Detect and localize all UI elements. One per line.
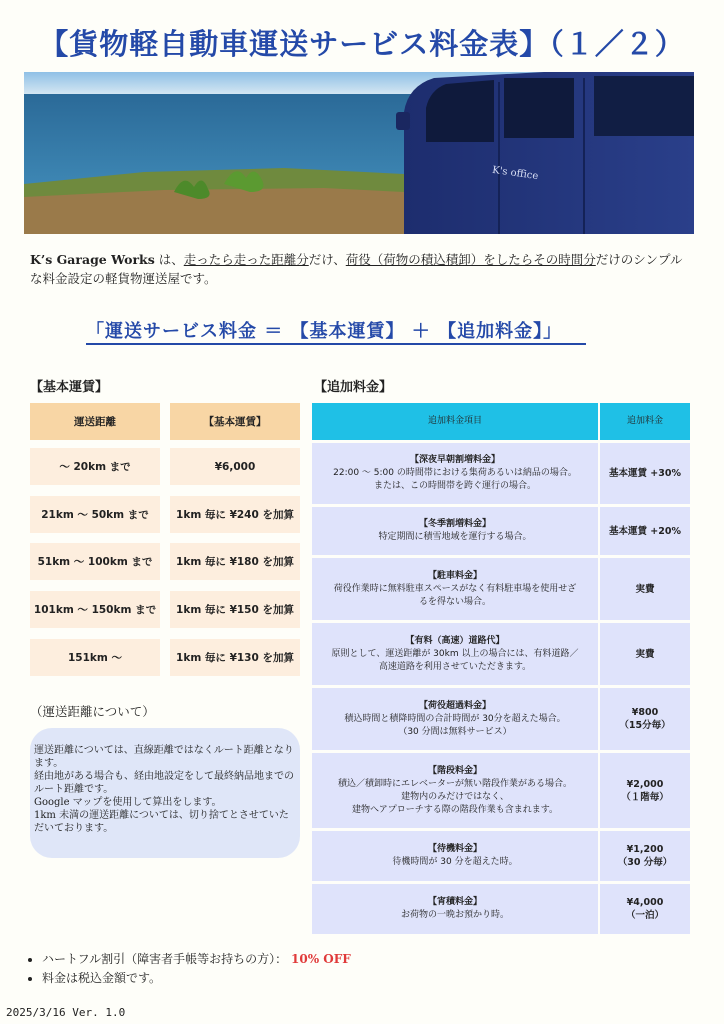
additional-item-desc: 荷役作業時に無料駐車スペースがなく有料駐車場を使用せざ るを得ない場合。 — [333, 583, 577, 607]
additional-fee-heading: 【追加料金】 — [314, 380, 393, 395]
distance-note-text: 運送距離については、直線距離ではなくルート距離となります。 経由地がある場合も、経由地設定をして最終納品地までのルート距離です。 Google マップを使用して算出をします。 1km 未満の運送距離については、切り捨てとさせていただいております。 — [34, 745, 294, 834]
van-mirror — [396, 112, 410, 130]
basic-fare-cell: 1km 毎に ¥240 を加算 — [170, 496, 300, 533]
additional-item-title: 【駐車料金】 — [427, 570, 482, 581]
hero-illustration — [24, 72, 694, 234]
basic-fare-heading: 【基本運賃】 — [30, 380, 109, 395]
additional-item-title: 【宵積料金】 — [427, 897, 482, 907]
additional-row — [312, 688, 690, 750]
intro-text — [30, 250, 694, 288]
page-title: 【貨物軽自動車運送サービス料金表】（１／２） — [39, 27, 685, 61]
additional-row — [312, 623, 690, 685]
additional-item-desc: 原則として、運送距離が 30km 以上の場合には、有料道路／ 高速道路を利用させていただきます。 — [331, 648, 579, 672]
additional-item-title: 【冬季割増料金】 — [418, 519, 491, 529]
footer-note-item — [42, 950, 542, 969]
additional-fee-unit: （30 分毎） — [617, 857, 673, 868]
additional-fee-value: ¥4,000 — [626, 897, 664, 908]
additional-row — [312, 507, 690, 555]
distance-note-box — [30, 728, 300, 858]
intro-part: だけ、 — [308, 252, 346, 267]
additional-fee-unit: （一泊） — [625, 910, 664, 921]
additional-item-desc: 積込時間と積降時間の合計時間が 30分を超えた場合。 （30 分間は無料サービス） — [344, 713, 566, 737]
additional-item-desc: 積込／積卸時にエレベーターが無い階段作業がある場合。 建物内のみだけではなく、 建物へアプローチする際の階段作業も含まれます。 — [337, 778, 572, 815]
basic-distance-cell: 51km 〜 100km まで — [30, 543, 160, 580]
van-window — [594, 76, 694, 136]
additional-fee-value: 基本運賃 +30% — [608, 468, 681, 479]
additional-table-header — [312, 403, 690, 440]
basic-distance-cell: 21km 〜 50km まで — [30, 496, 160, 533]
discount-text: ハートフル割引（障害者手帳等お持ちの方）： — [42, 952, 288, 966]
basic-col-fare: 【基本運賃】 — [170, 403, 300, 440]
additional-item-desc: 22:00 〜 5:00 の時間帯における集荷あるいは納品の場合。 または、この時間帯を跨ぐ運行の場合。 — [333, 468, 577, 491]
additional-item-title: 【有料（高速）道路代】 — [405, 635, 505, 646]
additional-row — [312, 831, 690, 881]
footer-notes — [28, 950, 542, 988]
additional-col-fee: 追加料金 — [600, 403, 690, 440]
tax-note: 料金は税込金額です。 — [42, 971, 162, 985]
discount-value: 10% OFF — [291, 952, 351, 966]
distance-note-heading: （運送距離について） — [30, 704, 155, 719]
version-label: 2025/3/16 Ver. 1.0 — [6, 1006, 126, 1019]
basic-fare-cell: 1km 毎に ¥130 を加算 — [170, 639, 300, 676]
pricing-formula: 「運送サービス料金 ＝ 【基本運賃】 ＋ 【追加料金】」 — [86, 317, 586, 345]
company-name: K’s Garage Works — [30, 252, 155, 267]
additional-item-title: 【荷役超過料金】 — [418, 700, 491, 711]
additional-item-desc: 待機時間が 30 分を超えた時。 — [392, 857, 518, 867]
hero-photo — [24, 72, 694, 234]
van-decal: K's office — [491, 164, 539, 183]
footer-note-item — [42, 969, 542, 988]
basic-fare-cell: ¥6,000 — [170, 448, 300, 485]
additional-row — [312, 753, 690, 828]
additional-item-title: 【待機料金】 — [427, 844, 482, 854]
additional-fee-value: ¥2,000 — [626, 778, 664, 790]
additional-item-title: 【階段料金】 — [427, 765, 482, 776]
additional-row — [312, 884, 690, 934]
additional-fee-value: 基本運賃 +20% — [608, 525, 681, 537]
additional-fee-value: ¥1,200 — [626, 844, 664, 855]
intro-underline: 走ったら走った距離分 — [183, 252, 309, 267]
additional-fee-unit: （15分毎） — [619, 720, 671, 731]
intro-part: だけのシンプルな料金設定の軽貨物運送屋です。 — [30, 252, 683, 286]
basic-col-distance: 運送距離 — [30, 403, 160, 440]
additional-item-title: 【深夜早朝割増料金】 — [409, 455, 500, 465]
additional-col-item: 追加料金項目 — [312, 403, 598, 440]
additional-fee-unit: （１階毎） — [621, 791, 669, 803]
additional-row — [312, 558, 690, 620]
van-window — [504, 78, 574, 138]
additional-item-desc: お荷物の一晩お預かり時。 — [400, 910, 509, 920]
intro-underline: 荷役（荷物の積込積卸）をしたらその時間分 — [345, 252, 596, 267]
basic-fare-cell: 1km 毎に ¥180 を加算 — [170, 543, 300, 580]
additional-row — [312, 443, 690, 504]
basic-distance-cell: 〜 20km まで — [30, 448, 160, 485]
basic-distance-cell: 151km 〜 — [30, 639, 160, 676]
dirt-ground — [24, 188, 444, 234]
additional-fee-value: 実費 — [635, 648, 655, 660]
additional-item-desc: 特定期間に積雪地域を運行する場合。 — [378, 532, 532, 542]
additional-fee-value: 実費 — [635, 583, 655, 595]
intro-part: は、 — [154, 252, 184, 267]
basic-distance-cell: 101km 〜 150km まで — [30, 591, 160, 628]
additional-fee-value: ¥800 — [631, 707, 659, 718]
basic-fare-cell: 1km 毎に ¥150 を加算 — [170, 591, 300, 628]
